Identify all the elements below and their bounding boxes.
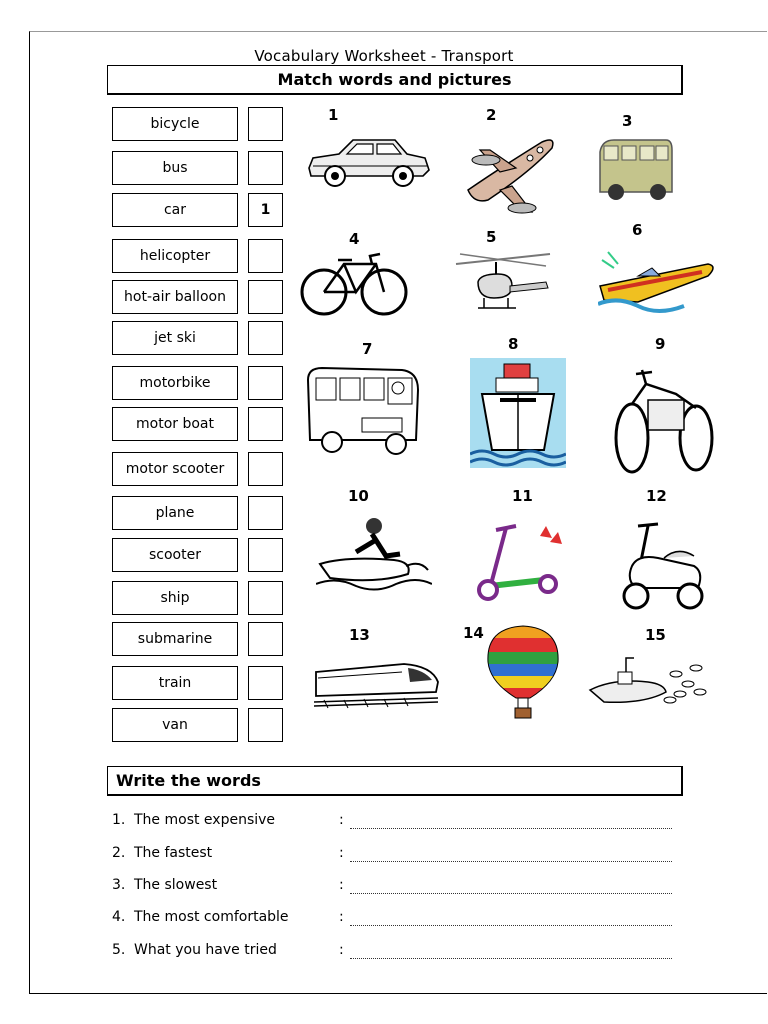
word-box: jet ski [112,321,238,355]
question-text: The most expensive [134,812,276,828]
question-text: The slowest [134,877,218,893]
answer-box[interactable] [248,538,283,572]
answer-colon: : [339,845,344,861]
question-item [112,877,217,893]
word-box: motorbike [112,366,238,400]
word-box: motor scooter [112,452,238,486]
answer-colon: : [339,942,344,958]
helicopter-icon [450,246,554,328]
motorbike-icon [606,364,716,476]
word-box: scooter [112,538,238,572]
question-number: 2. [112,845,126,861]
answer-box[interactable] [248,107,283,141]
word-box: train [112,666,238,700]
answer-line[interactable] [350,913,672,926]
question-item [112,909,289,925]
answer-line[interactable] [350,881,672,894]
answer-box[interactable] [248,321,283,355]
answer-box[interactable] [248,151,283,185]
word-box: motor boat [112,407,238,441]
picture-number: 5 [486,228,497,246]
word-box: helicopter [112,239,238,273]
question-text: The fastest [134,845,213,861]
picture-number: 6 [632,221,643,239]
word-box: car [112,193,238,227]
answer-line[interactable] [350,816,672,829]
question-item [112,812,275,828]
question-text: The most comfortable [134,909,289,925]
picture-number: 1 [328,106,339,124]
car-icon [303,132,433,190]
word-box: ship [112,581,238,615]
van-icon [596,134,676,206]
answer-box[interactable] [248,581,283,615]
submarine-icon [584,650,712,712]
motor-scooter-icon [618,516,706,616]
answer-box[interactable] [248,452,283,486]
word-box: hot-air balloon [112,280,238,314]
answer-box[interactable] [248,407,283,441]
word-box: van [112,708,238,742]
picture-number: 4 [349,230,360,248]
picture-number: 12 [646,487,667,505]
question-item [112,845,212,861]
picture-number: 8 [508,335,519,353]
answer-box[interactable] [248,708,283,742]
jet-ski-icon [316,510,432,594]
picture-number: 2 [486,106,497,124]
picture-number: 9 [655,335,666,353]
picture-number: 10 [348,487,369,505]
word-box: submarine [112,622,238,656]
answer-box[interactable] [248,666,283,700]
picture-number: 3 [622,112,633,130]
answer-box[interactable] [248,366,283,400]
word-box: plane [112,496,238,530]
word-box: bus [112,151,238,185]
answer-colon: : [339,812,344,828]
answer-colon: : [339,909,344,925]
bicycle-icon [300,248,408,320]
answer-box[interactable] [248,280,283,314]
answer-box[interactable] [248,496,283,530]
question-number: 4. [112,909,126,925]
answer-box[interactable] [248,622,283,656]
question-number: 3. [112,877,126,893]
train-icon [314,654,442,712]
ship-icon [470,358,566,468]
scooter-icon [474,520,564,602]
match-heading: Match words and pictures [107,65,683,95]
question-item [112,942,277,958]
hot-air-balloon-icon [484,622,562,722]
question-number: 1. [112,812,126,828]
answer-colon: : [339,877,344,893]
answer-line[interactable] [350,946,672,959]
question-number: 5. [112,942,126,958]
write-heading: Write the words [107,766,683,796]
motor-boat-icon [598,246,720,318]
plane-icon [460,128,560,218]
worksheet-title: Vocabulary Worksheet - Transport [254,47,514,65]
picture-number: 7 [362,340,373,358]
answer-box[interactable] [248,239,283,273]
answer-box[interactable]: 1 [248,193,283,227]
bus-icon [302,360,422,460]
answer-line[interactable] [350,849,672,862]
picture-number: 14 [463,624,484,642]
question-text: What you have tried [134,942,277,958]
picture-number: 11 [512,487,533,505]
picture-number: 15 [645,626,666,644]
word-box: bicycle [112,107,238,141]
picture-number: 13 [349,626,370,644]
